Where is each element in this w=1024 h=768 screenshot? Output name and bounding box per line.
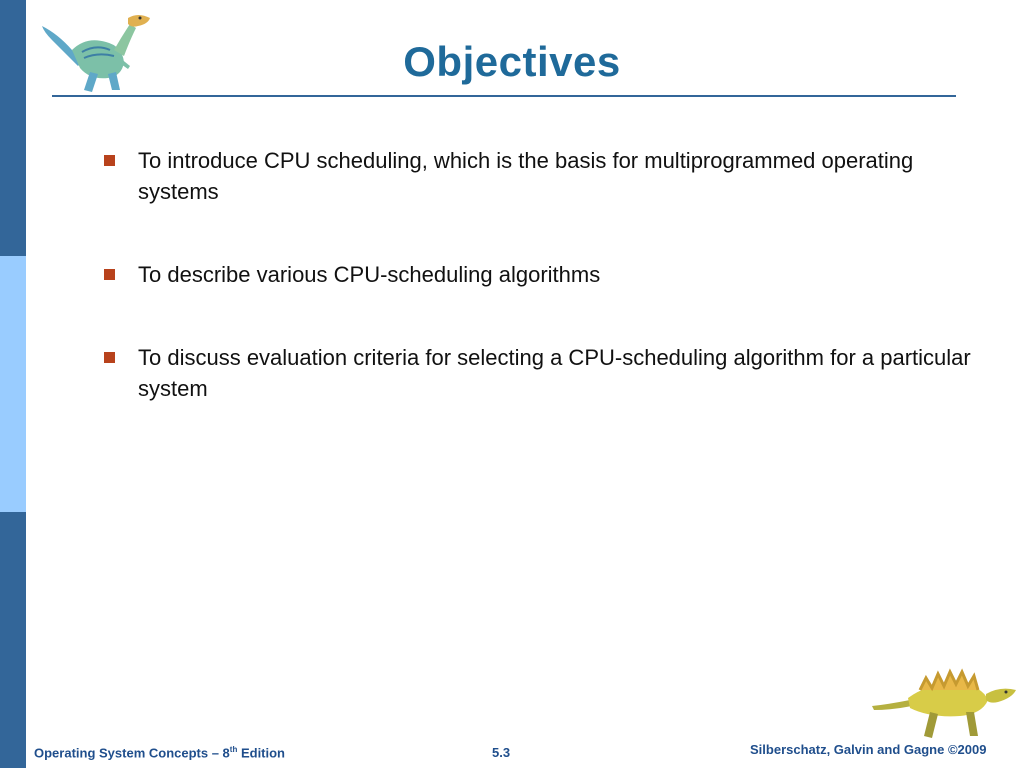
- square-bullet-icon: [104, 352, 115, 363]
- footer-page-number: 5.3: [492, 745, 511, 760]
- bullet-item: [104, 145, 984, 207]
- side-bar-bottom-segment: [0, 512, 26, 768]
- bullet-list: [104, 145, 984, 404]
- bullet-item: [104, 259, 984, 290]
- square-bullet-icon: [104, 155, 115, 166]
- title-divider: [52, 95, 956, 97]
- square-bullet-icon: [104, 269, 115, 280]
- side-accent-bar: [0, 0, 26, 768]
- bullet-text: To discuss evaluation criteria for selecting a CPU-scheduling algorithm for a particular system: [138, 345, 971, 401]
- bullet-item: [104, 342, 984, 404]
- dinosaur-icon: [870, 660, 1020, 740]
- bullet-text: To describe various CPU-scheduling algorithms: [138, 262, 601, 287]
- side-bar-middle-segment: [0, 256, 26, 512]
- slide-title: Objectives: [403, 38, 621, 85]
- footer-authors: Silberschatz, Galvin and Gagne ©2009: [750, 742, 987, 757]
- bullet-text: To introduce CPU scheduling, which is the basis for multiprogrammed operating systems: [138, 148, 914, 204]
- footer-book-title: Operating System Concepts – 8th Edition: [34, 745, 286, 761]
